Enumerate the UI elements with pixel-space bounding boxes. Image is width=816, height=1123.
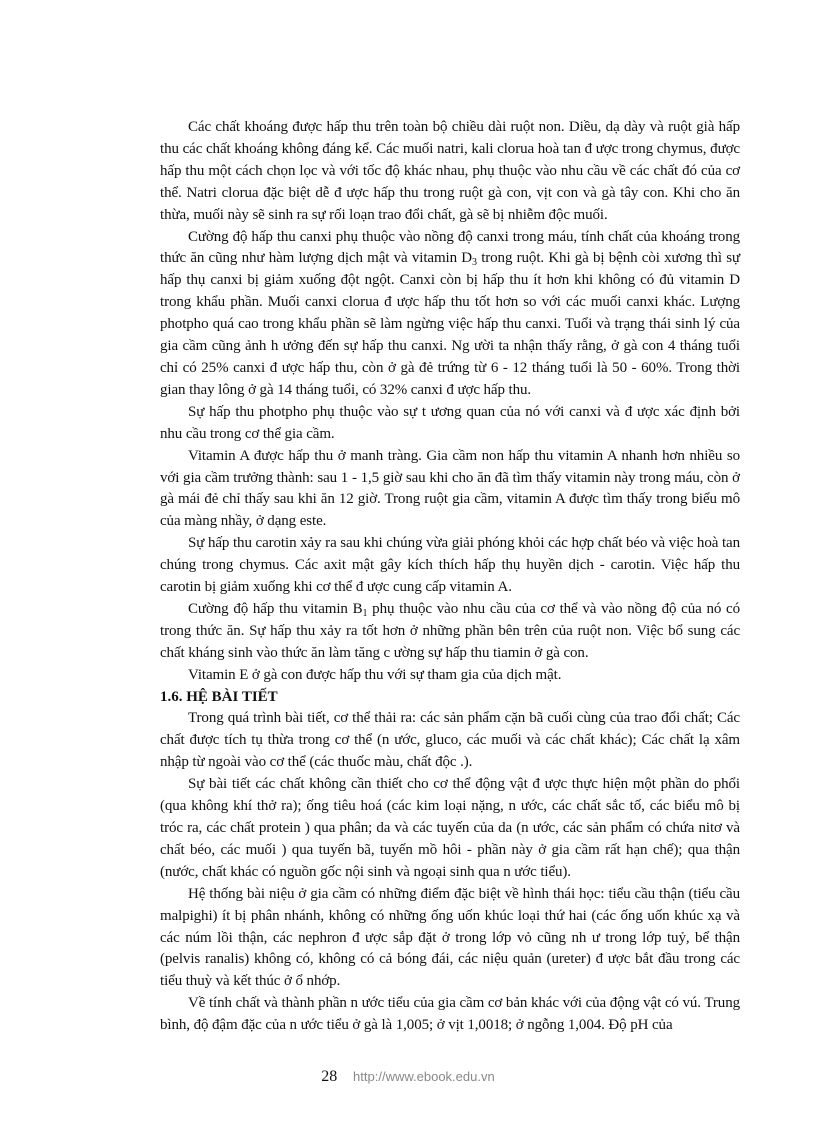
paragraph-excretion-routes: Sự bài tiết các chất không cần thiết cho cơ thể động vật đ ược thực hiện một phần do phổi (qua không khí thở ra); ống tiêu hoá (các kim loại nặng, n ước, các chất sắc tố, các biểu mô bị tróc ra, các chất protein ) qua phân; da và các tuyến của da (n ước, các sản phẩm có chứa nitơ và chất béo, các muối ) qua tuyến bã, tuyến mồ hôi - phần này ở gia cầm rất hạn chế); qua thận (nước, chất khác có nguồn gốc nội sinh và ngoại sinh qua n ước tiểu). xyxy=(160,776,740,880)
paragraph-urinary-system: Hệ thống bài niệu ở gia cầm có những điểm đặc biệt về hình thái học: tiểu cầu thận (tiểu cầu malpighi) ít bị phân nhánh, không có những ống uốn khúc loại thứ hai (các ống uốn khúc xạ và các núm lồi thận, các nephron đ ược sắp đặt ở trong lớp vỏ cũng nh ư trong lớp tuỷ, bể thận (pelvis ranalis) không có, không có cả bóng đái, các niệu quản (ureter) đ ược bắt đầu trong các tiểu thuỳ và kết thúc ở ổ nhớp. xyxy=(160,885,740,990)
paragraph-vitamin-b1 xyxy=(160,599,740,665)
paragraph-calcium xyxy=(160,227,740,402)
paragraph-vitamin-e: Vitamin E ở gà con được hấp thu với sự tham gia của dịch mật. xyxy=(188,666,562,683)
section-heading: 1.6. HỆ BÀI TIẾT xyxy=(160,688,278,705)
calcium-text-rest: trong ruột. Khi gà bị bệnh còi xương thì sự hấp thụ canxi bị giảm xuống đột ngột. Canxi còn bị hấp thu ít hơn khi không có đủ vitamin D trong khẩu phần. Muối canxi clorua đ ược hấp thu tốt hơn so với các muối canxi khác. Lượng photpho quá cao trong khẩu phần sẽ làm ngừng việc hấp thu canxi. Tuổi và trạng thái sinh lý của gia cầm cũng ảnh h ưởng đến sự hấp thu canxi. Ng ười ta nhận thấy rằng, ở gà con 4 tháng tuổi chỉ có 25% canxi đ ược hấp thu, còn ở gà đẻ trứng từ 6 - 12 tháng tuổi là 50 - 60%. Trong thời gian thay lông ở gà 14 tháng tuổi, có 32% canxi đ ược hấp thu. xyxy=(160,250,740,398)
footer-url: http://www.ebook.edu.vn xyxy=(353,1069,495,1084)
page-footer xyxy=(0,1068,816,1086)
paragraph-excretion: Trong quá trình bài tiết, cơ thể thải ra: các sản phẩm cặn bã cuối cùng của trao đổi chất; Các chất được tích tụ thừa trong cơ thể (n ước, gluco, các muối và các chất khác); Các chất lạ xâm nhập từ ngoài vào cơ thể (các thuốc màu, chất độc .). xyxy=(160,710,740,771)
vitamin-b1-text-rest: phụ thuộc vào nhu cầu của cơ thể và vào nồng độ của nó có trong thức ăn. Sự hấp thu xảy ra tốt hơn ở những phần bên trên của ruột non. Việc bổ sung các chất kháng sinh vào thức ăn làm tăng c ường sự hấp thu tiamin ở gà con. xyxy=(160,600,740,661)
paragraph-carotin: Sự hấp thu carotin xảy ra sau khi chúng vừa giải phóng khỏi các hợp chất béo và việc hoà tan chúng trong chymus. Các axit mật gây kích thích hấp thụ huyền dịch - carotin. Việc hấp thu carotin bị giảm xuống khi cơ thể đ ược cung cấp vitamin A. xyxy=(160,535,740,596)
paragraph-vitamin-a: Vitamin A được hấp thu ở manh tràng. Gia cầm non hấp thu vitamin A nhanh hơn nhiều so với gia cầm trưởng thành: sau 1 - 1,5 giờ sau khi cho ăn đã tìm thấy vitamin này trong máu, còn ở gà mái đẻ chỉ thấy sau khi ăn 12 giờ. Trong ruột gia cầm, vitamin A được tìm thấy trong biểu mô của màng nhầy, ở dạng este. xyxy=(160,447,740,530)
calcium-text-start: Cường độ hấp thu canxi phụ thuộc vào nồng độ canxi trong máu, tính chất của khoáng trong thức ăn cũng như hàm lượng dịch mật và vitamin D xyxy=(160,228,740,267)
page-body xyxy=(160,117,740,1037)
paragraph-minerals: Các chất khoáng được hấp thu trên toàn bộ chiều dài ruột non. Diều, dạ dày và ruột già hấp thu các chất khoáng không đáng kể. Các muối natri, kali clorua hoà tan đ ược trong chymus, được hấp thu một cách chọn lọc và với tốc độ khác nhau, phụ thuộc vào nhu cầu về các chất đó của cơ thể. Natri clorua đặc biệt dễ đ ược hấp thu trong ruột gà con, vịt con và gà tây con. Khi cho ăn thừa, muối này sẽ sinh ra sự rối loạn trao đổi chất, gà sẽ bị nhiễm độc muối. xyxy=(160,119,740,223)
paragraph-phosphorus: Sự hấp thu photpho phụ thuộc vào sự t ương quan của nó với canxi và đ ược xác định bởi nhu cầu trong cơ thể gia cầm. xyxy=(160,403,740,442)
vitamin-b1-text-start: Cường độ hấp thu vitamin B xyxy=(188,600,363,617)
page-number: 28 xyxy=(321,1068,338,1085)
paragraph-urine-properties: Về tính chất và thành phần n ước tiểu của gia cầm cơ bản khác với của động vật có vú. Trung bình, độ đậm đặc của n ước tiểu ở gà là 1,005; ở vịt 1,0018; ở ngỗng 1,004. Độ pH của xyxy=(160,995,740,1034)
subscript-b1: 1 xyxy=(362,607,368,619)
subscript-d3: 3 xyxy=(472,257,477,269)
